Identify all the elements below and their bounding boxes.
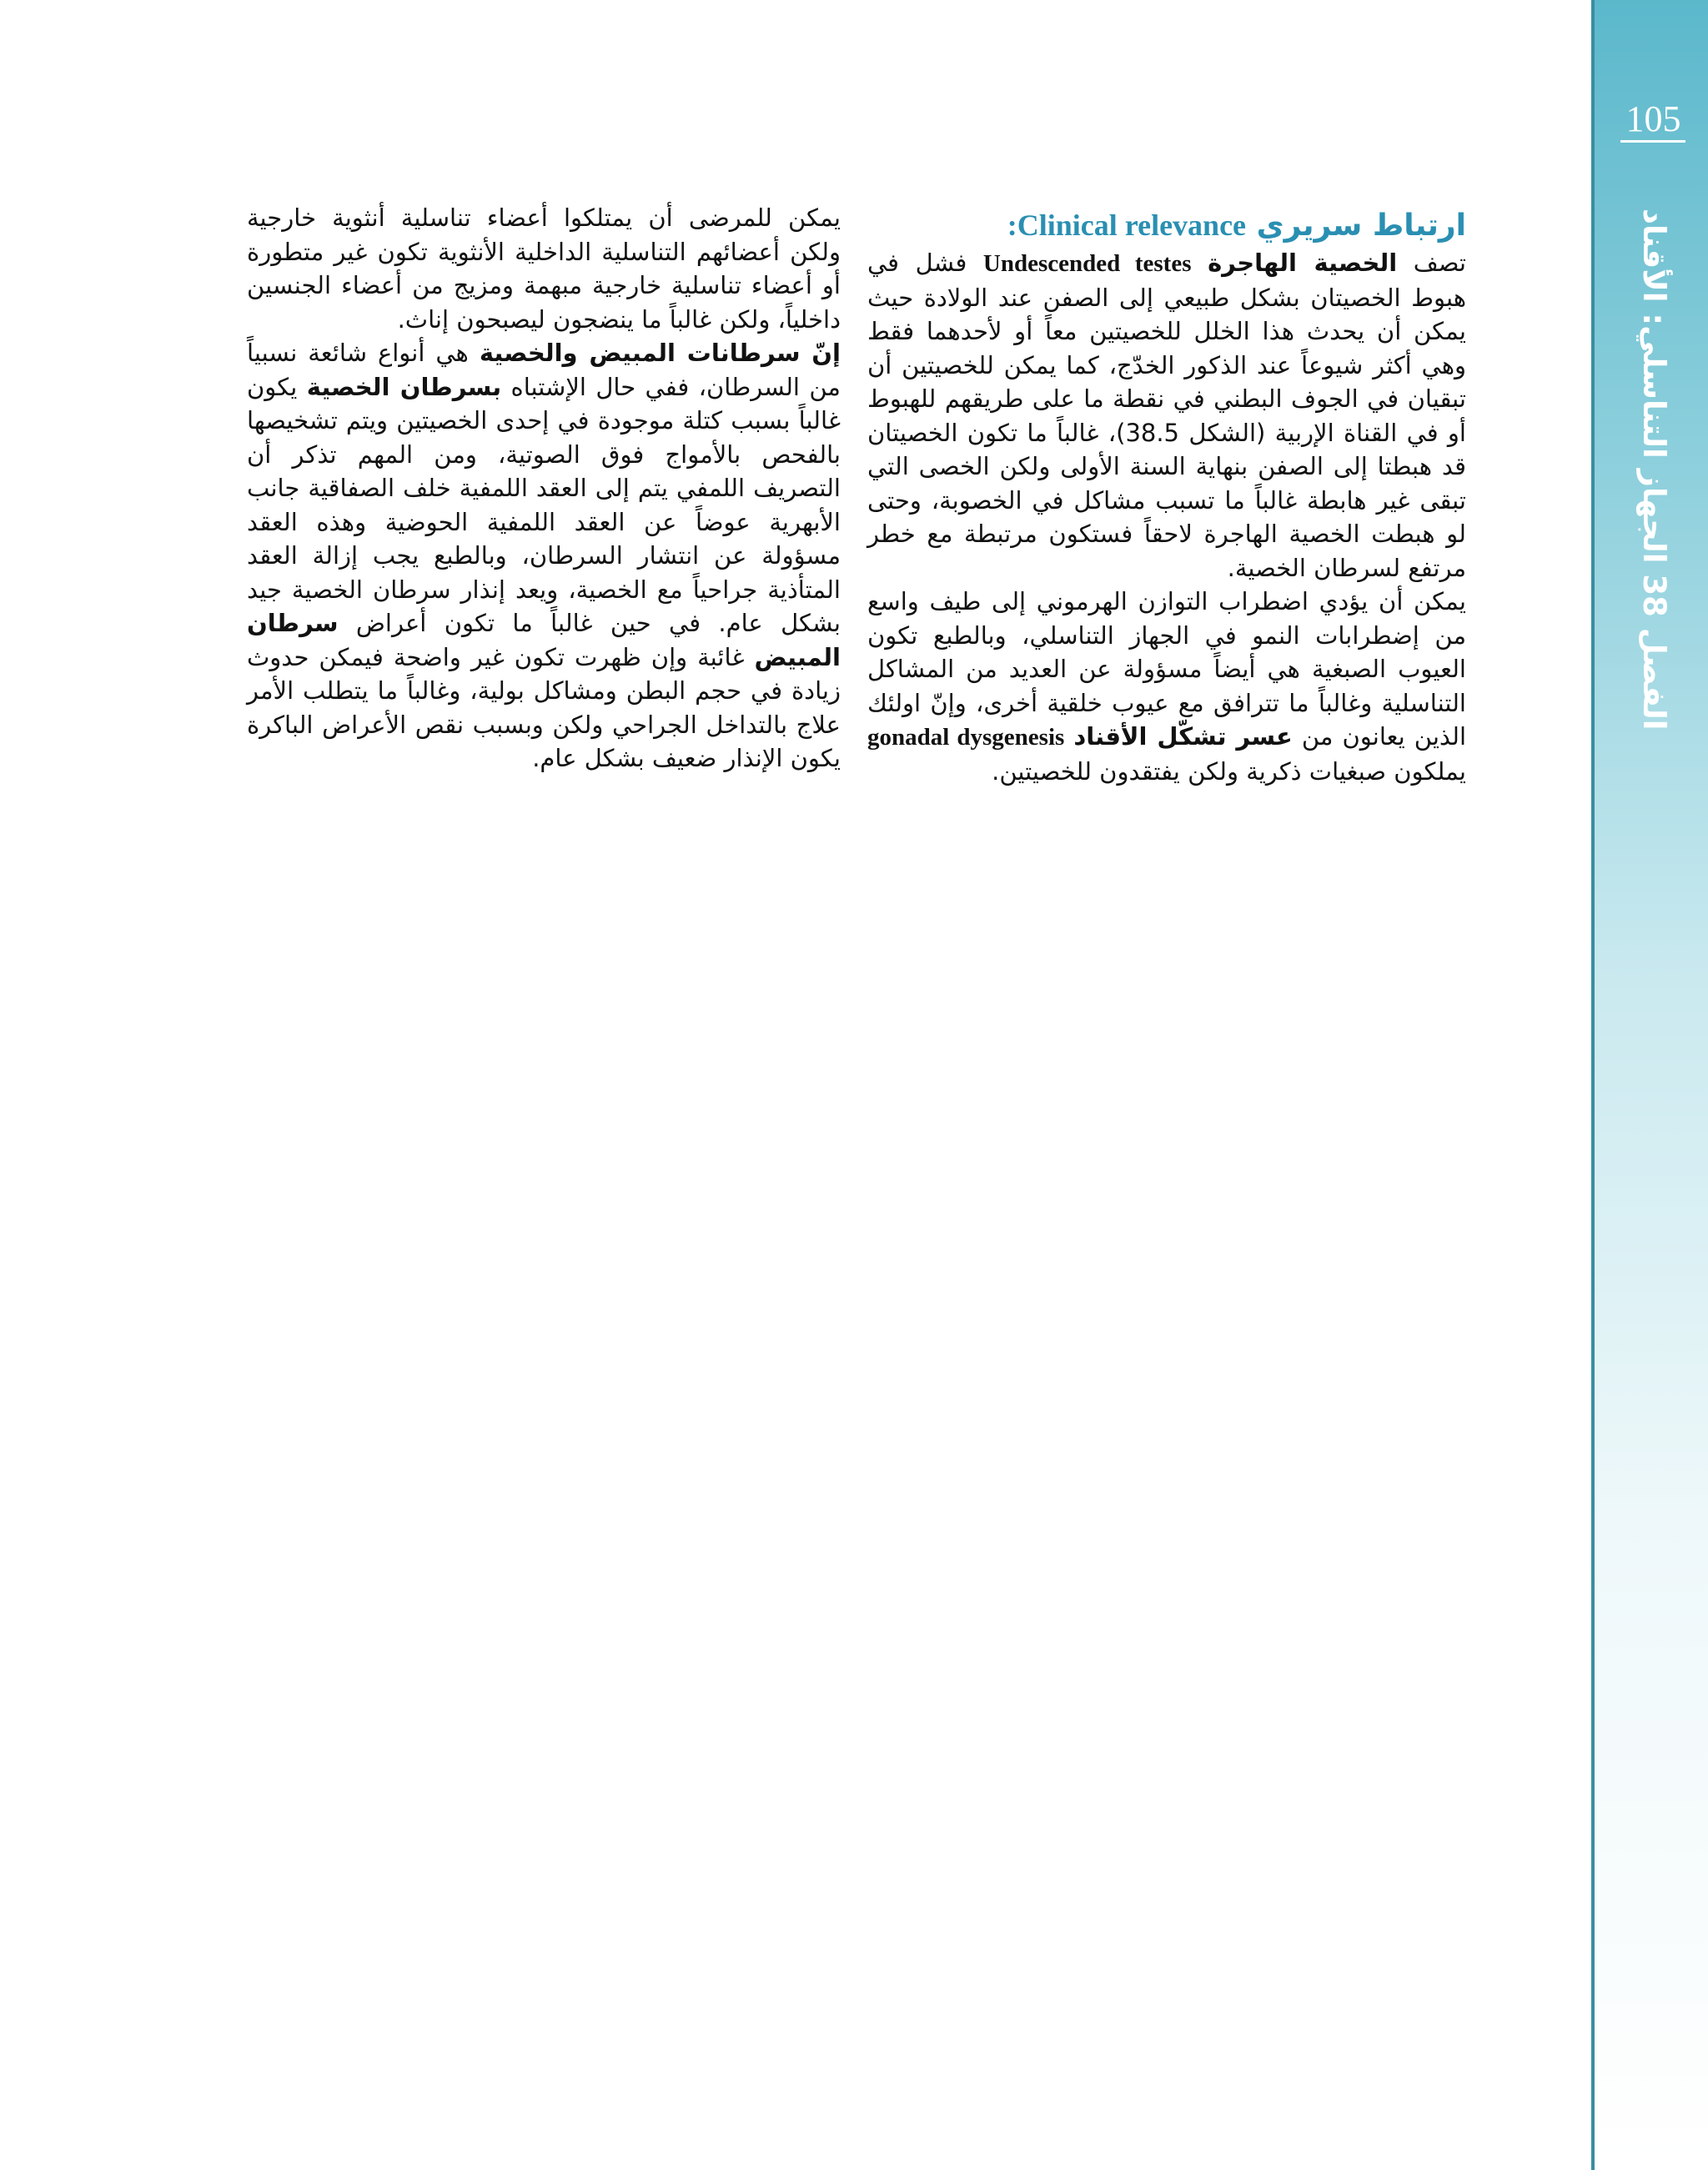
chapter-title: الفصل 38 الجهاز التناسلي: الأقناد <box>1636 208 1672 730</box>
page-number-underline <box>1620 140 1685 143</box>
bold-term: بسرطان الخصية <box>306 372 502 401</box>
text: يمكن أن يؤدي اضطراب التوازن الهرموني إلى طيف واسع من إضطرابات النمو في الجهاز التناسلي، وبالطبع تكون العيوب الصبغية هي أيضاً مسؤولة عن العديد من المشاكل التناسلية وغالباً ما تترافق مع عيوب خلقية أخرى، وإنّ اولئك الذين يعانون من <box>867 587 1467 751</box>
paragraph-undescended-testes <box>867 246 1466 585</box>
heading-english: Clinical relevance: <box>1007 208 1247 242</box>
heading-arabic: ارتباط سريري <box>1256 208 1466 243</box>
right-column <box>867 205 1466 788</box>
text: هي أنواع شائعة نسبياً من السرطان، ففي حال الإشتباه <box>247 339 841 401</box>
english-term: Undescended testes <box>982 250 1192 277</box>
left-column <box>247 201 841 776</box>
bold-term: سرطان المبيض <box>247 609 841 671</box>
bold-term: إنّ سرطانات المبيض والخصية <box>479 339 841 367</box>
page-number: 105 <box>1625 98 1681 139</box>
sidebar-border <box>1591 0 1595 2170</box>
text: يملكون صبغيات ذكرية ولكن يفتقدون للخصيتين. <box>992 756 1466 786</box>
text: فشل في هبوط الخصيتان بشكل طبيعي إلى الصفن عند الولادة حيث يمكن أن يحدث هذا الخلل للخصيتين معاً أو لأحدهما فقط وهي أكثر شيوعاً عند الذكور الخدّج، كما يمكن للخصيتين أن تبقيان في الجوف البطني في نقطة ما على طريقهم للهبوط أو في القناة الإربية (الشكل 38.5)، غالباً ما تكون الخصيتان قد هبطتا إلى الصفن بنهاية السنة الأولى ولكن الخصى التي تبقى غير هابطة غالباً ما تسبب مشاكل في الخصوبة، وحتى لو هبطت الخصية الهاجرة لاحقاً فستكون مرتبطة مع خطر مرتفع لسرطان الخصية. <box>867 249 1466 582</box>
section-heading <box>867 205 1466 246</box>
paragraph-external-genitalia: يمكن للمرضى أن يمتلكوا أعضاء تناسلية أنثوية خارجية ولكن أعضائهم التناسلية الداخلية الأنثوية تكون غير متطورة أو أعضاء تناسلية خارجية مبهمة ومزيج من أعضاء الجنسين داخلياً، ولكن غالباً ما ينضجون ليصبحون إناث. <box>247 203 841 334</box>
paragraph-ovarian-testicular-cancer <box>247 336 841 776</box>
bold-term: الخصية الهاجرة <box>1208 249 1398 277</box>
text: غائبة وإن ظهرت تكون غير واضحة فيمكن حدوث زيادة في حجم البطن ومشاكل بولية، وغالباً ما يتطلب الأمر علاج بالتداخل الجراحي ولكن وبسبب نقص الأعراض الباكرة يكون الإنذار ضعيف بشكل عام. <box>247 642 841 772</box>
bold-term: عسر تشكّل الأقناد <box>1073 722 1293 751</box>
text: تصف <box>1397 249 1466 277</box>
english-term: gonadal dysgenesis <box>867 724 1065 751</box>
paragraph-hormonal-imbalance <box>867 585 1466 788</box>
text: يكون غالباً بسبب كتلة موجودة في إحدى الخصيتين ويتم تشخيصها بالفحص بالأمواج فوق الصوتية، ومن المهم تذكر أن التصريف اللمفي يتم إلى العقد اللمفية خلف الصفاقية جانب الأبهرية عوضاً عن العقد اللمفية الحوضية وهذه العقد مسؤولة عن انتشار السرطان، وبالطبع يجب إزالة العقد المتأذية جراحياً مع الخصية، ويعد إنذار سرطان الخصية جيد بشكل عام. في حين غالباً ما تكون أعراض <box>247 372 841 637</box>
